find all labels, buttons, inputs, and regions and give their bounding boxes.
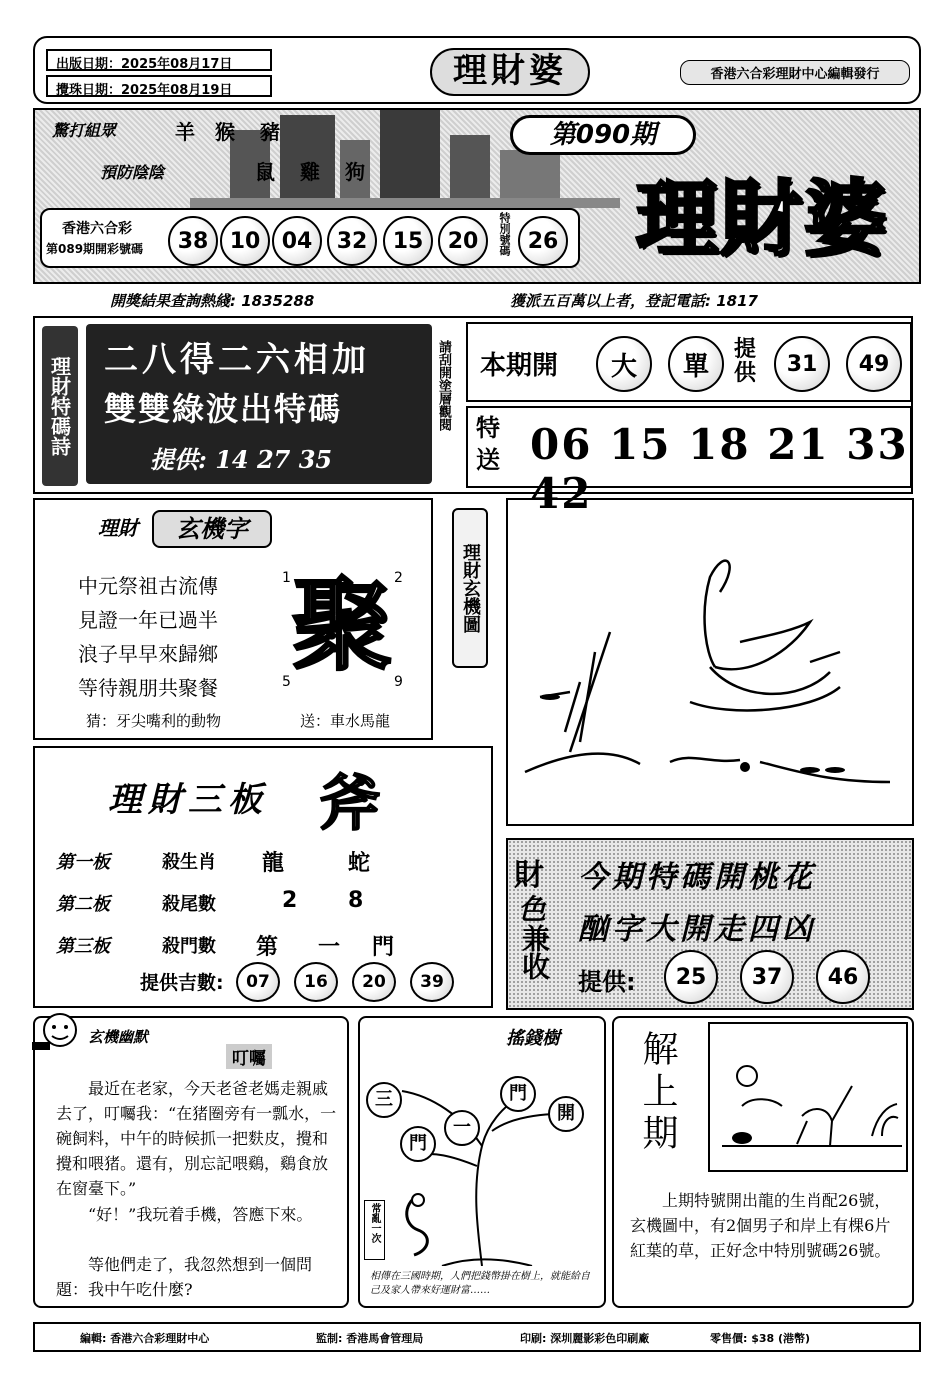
cut-row-3-c: 門: [372, 935, 395, 960]
special-label: 特別號碼: [498, 212, 511, 256]
hotline-left: 開獎結果查詢熱綫: 1835288: [110, 292, 315, 310]
banner-animal-1: 羊: [175, 120, 195, 144]
cut-row-2-kind: 殺尾數: [162, 894, 216, 915]
tree-fruit-3: 開: [548, 1096, 584, 1132]
open-provide-label: 提供: [734, 337, 757, 386]
money-tree-tag: 常亂一次: [364, 1200, 385, 1260]
lucky-ball-1: 07: [236, 962, 280, 1002]
xuanji-line-2: 見證一年已過半: [78, 608, 218, 632]
open-ball-1: 31: [774, 336, 830, 392]
xuanji-big-char: 聚: [292, 567, 392, 684]
single-ball: 單: [668, 336, 724, 392]
publisher-tagline: 香港六合彩理財中心編輯發行: [680, 60, 910, 85]
money-tree-title: 搖錢樹: [506, 1028, 560, 1049]
banner-animal-5: 雞: [300, 160, 320, 184]
xuanji-pic-label: 理財玄機圖: [452, 508, 488, 668]
bowing-man-illustration: [712, 1026, 904, 1168]
tree-fruit-1: 三: [366, 1082, 402, 1118]
xuanji-line-3: 浪子早早來歸鄉: [78, 642, 218, 666]
lucky-ball-3: 20: [352, 962, 396, 1002]
caiyu-ball-3: 46: [816, 950, 870, 1004]
prev-issue-label: 第089期開彩號碼: [46, 242, 144, 256]
poem-line-1: 二八得二六相加: [104, 340, 370, 380]
banner-label-1: 驚打組眾: [52, 121, 117, 140]
cut-row-2-label: 第二板: [56, 894, 110, 915]
caiyu-line-2: 酗字大開走四凶: [578, 912, 816, 947]
tree-fruit-4: 一: [444, 1110, 480, 1146]
tree-fruit-2: 門: [500, 1076, 536, 1112]
axe-glyph: 斧: [320, 769, 380, 839]
result-ball-4: 32: [327, 216, 377, 266]
money-tree-caption: 相傳在三國時期，人們把錢幣掛在樹上，就能給自己及家人帶來好運財富……: [370, 1271, 590, 1296]
special-ball: 26: [518, 216, 568, 266]
humor-subtitle: 叮囑: [226, 1044, 272, 1069]
cut-row-1-a: 龍: [262, 851, 285, 876]
footer-printer: 印刷: 深圳麗影彩色印刷廠: [520, 1332, 650, 1345]
lucky-ball-2: 16: [294, 962, 338, 1002]
xuanji-send: 送：車水馬龍: [300, 712, 391, 730]
cut-row-2-a: 2: [282, 888, 298, 913]
poem-provide: 提供: 14 27 35: [150, 445, 333, 474]
footer-supervisor: 監制: 香港馬會管理局: [316, 1332, 424, 1345]
publish-date: 出版日期：2025年08月17日: [46, 49, 272, 71]
result-ball-3: 04: [272, 216, 322, 266]
dragon-figure-image: [392, 1190, 444, 1260]
cut-row-1-label: 第一板: [56, 852, 110, 873]
humor-paragraph-3: 等他們走了，我忽然想到一個問題：我中午吃什麼?: [56, 1255, 313, 1299]
big-ball: 大: [596, 336, 652, 392]
cut-row-3-b: 一: [318, 935, 341, 960]
lucky-ball-4: 39: [410, 962, 454, 1002]
result-ball-6: 20: [438, 216, 488, 266]
banner-animal-2: 猴: [215, 120, 235, 144]
humor-title: 玄機幽默: [88, 1028, 149, 1046]
big-title: 理財婆: [635, 172, 888, 267]
cut-row-3-label: 第三板: [56, 936, 110, 957]
humor-paragraph-2: “好！”我玩着手機，答應下來。: [88, 1205, 313, 1224]
special-send-label: 特送: [476, 414, 500, 474]
special-send-numbers: 06 15 18 21 33 42: [530, 420, 909, 518]
solution-title: 解上期: [637, 1030, 678, 1156]
caiyu-ball-2: 37: [740, 950, 794, 1004]
poem-side-label: 理財特碼詩: [42, 326, 78, 486]
lucky-label: 提供吉數:: [140, 972, 224, 994]
cut-row-2-b: 8: [348, 888, 364, 913]
result-ball-2: 10: [220, 216, 270, 266]
open-label: 本期開: [480, 351, 559, 381]
solution-text: 上期特號開出龍的生肖配26號，玄機圖中，有2個男子和岸上有棵6片紅葉的草，正好念中特別號碼26號。: [630, 1191, 891, 1260]
banner-label-2: 預防陰陰: [100, 163, 165, 182]
banner-animal-3: 豬: [260, 120, 280, 144]
poem-side-note: 請刮開塗層觀閱: [436, 340, 451, 431]
humor-paragraph-1: 最近在老家，今天老爸老媽走親戚去了，叮囑我：“在猪圈旁有一瓢水，一碗飼料，中午的時候抓一把麩皮，攪和攪和喂猪。還有，別忘記喂鷄，鷄食放在窗臺下。”: [56, 1079, 337, 1198]
corner-9: 9: [394, 674, 403, 690]
cartoon-face-icon: [32, 1008, 88, 1054]
draw-date: 攪珠日期：2025年08月19日: [46, 75, 272, 97]
result-ball-1: 38: [168, 216, 218, 266]
masthead-logo: 理財婆: [430, 48, 590, 96]
result-ball-5: 15: [383, 216, 433, 266]
banner-animal-4: 鼠: [255, 160, 275, 184]
cut-row-1-kind: 殺生肖: [162, 852, 216, 873]
issue-number: 第090期: [510, 115, 696, 155]
xuanji-line-1: 中元祭祖古流傳: [78, 574, 218, 598]
caiyu-ball-1: 25: [664, 950, 718, 1004]
lottery-name: 香港六合彩: [62, 221, 132, 237]
footer-price: 零售價: $38 (港幣): [710, 1332, 811, 1345]
poem-line-2: 雙雙綠波出特碼: [104, 390, 343, 428]
cut-row-3-a: 第: [256, 935, 279, 960]
hotline-right: 獲派五百萬以上者，登記電話: 1817: [510, 292, 758, 310]
caiyu-vlabel-a: 財: [514, 858, 544, 893]
caiyu-vlabel-b: 色: [518, 893, 547, 926]
xuanji-word-label-a: 理財: [98, 516, 138, 540]
xuanji-line-4: 等待親朋共聚餐: [78, 676, 218, 700]
xuanji-word-label-b: 玄機字: [152, 510, 272, 548]
caiyu-provide: 提供:: [578, 968, 636, 996]
corner-1: 1: [282, 570, 291, 586]
three-cuts-title: 理財三板: [108, 780, 268, 820]
caiyu-line-1: 今期特碼開桃花: [578, 860, 816, 895]
cut-row-1-b: 蛇: [348, 851, 371, 876]
xuanji-guess: 猜：牙尖嘴利的動物: [86, 712, 222, 730]
tree-fruit-5: 門: [400, 1126, 436, 1162]
swan-illustration: [510, 502, 910, 822]
open-ball-2: 49: [846, 336, 902, 392]
corner-2: 2: [394, 570, 403, 586]
banner-animal-6: 狗: [345, 160, 365, 184]
caiyu-vlabel-c: 兼收: [518, 924, 551, 980]
footer-editor: 編輯: 香港六合彩理財中心: [80, 1332, 210, 1345]
corner-5: 5: [282, 674, 291, 690]
cut-row-3-kind: 殺門數: [162, 936, 216, 957]
